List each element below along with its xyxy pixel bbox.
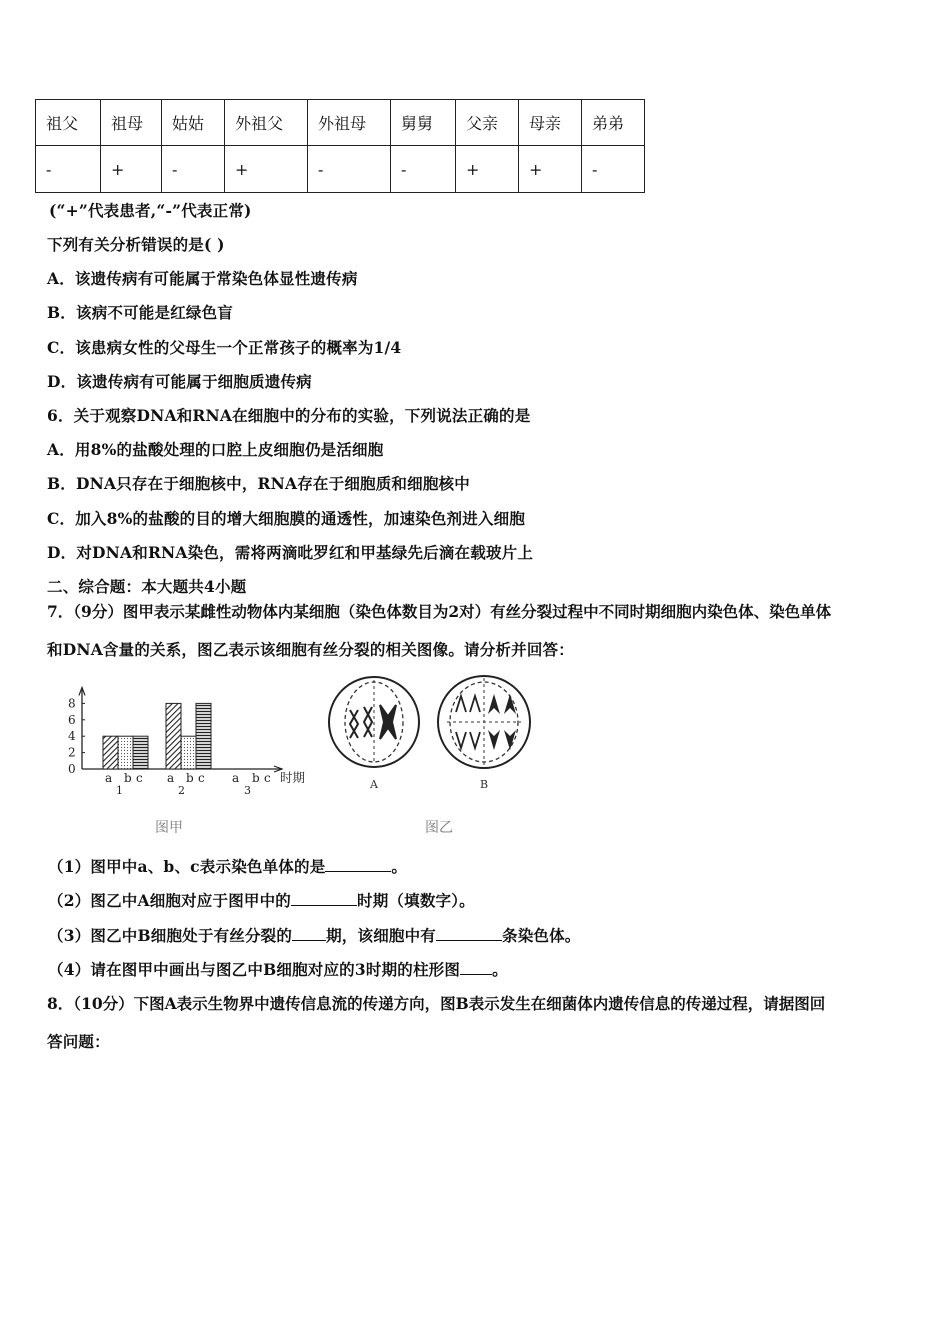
table-cell: + (456, 146, 519, 193)
y-tick-label: 6 (68, 712, 76, 727)
bar-c-2 (196, 703, 211, 769)
cell-b-label: B (480, 778, 489, 791)
cell-b-diagram (438, 676, 530, 768)
x-sub-label: a (232, 771, 240, 785)
table-header-cell: 祖母 (101, 100, 162, 146)
q6-stem: 6．关于观察DNA和RNA在细胞中的分布的实验，下列说法正确的是 (47, 406, 531, 425)
cell-a-label: A (370, 778, 378, 791)
q7-stem-line1: 7．（9分）图甲表示某雌性动物体内某细胞（染色体数目为2对）有丝分裂过程中不同时期细胞内染色体、染色单体 (47, 602, 832, 621)
table-header-cell: 弟弟 (582, 100, 645, 146)
q7-sub1 (48, 855, 407, 877)
bar-a-2 (166, 703, 181, 769)
answer-blank[interactable] (325, 857, 391, 872)
q7-sub2 (48, 889, 475, 911)
q5-option-a: A．该遗传病有可能属于常染色体显性遗传病 (47, 269, 358, 288)
answer-blank[interactable] (292, 926, 326, 941)
figure-yi-caption: 图乙 (425, 820, 453, 836)
table-header-cell: 祖父 (36, 100, 101, 146)
x-sub-label: a (105, 771, 113, 785)
y-tick-label: 8 (68, 696, 76, 711)
q7-stem-line2: 和DNA含量的关系，图乙表示该细胞有丝分裂的相关图像。请分析并回答： (47, 640, 574, 659)
q6-option-d: D．对DNA和RNA染色，需将两滴吡罗红和甲基绿先后滴在载玻片上 (47, 543, 534, 562)
x-sub-label: c (198, 771, 205, 785)
x-sub-label: b (124, 771, 132, 785)
q8-stem-line2: 答问题： (47, 1032, 110, 1051)
bar-b-1 (118, 736, 133, 769)
x-category-label: 2 (178, 784, 185, 797)
bar-c-1 (133, 736, 148, 769)
table-header-cell: 母亲 (519, 100, 582, 146)
x-sub-label: c (136, 771, 143, 785)
table-header-cell: 外祖父 (225, 100, 308, 146)
table-cell: + (225, 146, 308, 193)
table-cell: - (582, 146, 645, 193)
q7-sub2-text: （2）图乙中A细胞对应于图甲中的 (48, 891, 292, 910)
q6-option-c: C．加入8%的盐酸的目的增大细胞膜的通透性，加速染色剂进入细胞 (47, 509, 526, 528)
q5-stem: 下列有关分析错误的是( ) (47, 235, 225, 254)
q7-sub2-end: 时期（填数字）。 (357, 891, 475, 910)
figure-yi-cells (322, 672, 542, 802)
q7-sub4 (48, 958, 508, 980)
table-cell: + (519, 146, 582, 193)
cell-a-diagram (329, 677, 419, 767)
q7-sub4-text: （4）请在图甲中画出与图乙中B细胞对应的3时期的柱形图 (48, 960, 461, 979)
table-header-row (36, 100, 645, 146)
y-tick-label: 0 (68, 762, 76, 776)
bar-a-1 (103, 736, 118, 769)
x-sub-label: b (252, 771, 260, 785)
q6-option-b: B．DNA只存在于细胞核中，RNA存在于细胞质和细胞核中 (47, 474, 470, 493)
q5-option-c: C．该患病女性的父母生一个正常孩子的概率为1/4 (47, 338, 402, 357)
y-tick-label: 4 (68, 729, 76, 744)
bar-b-2 (181, 736, 196, 769)
section-heading: 二、综合题：本大题共4小题 (47, 577, 247, 596)
q5-option-d: D．该遗传病有可能属于细胞质遗传病 (47, 372, 312, 391)
q7-sub4-end: 。 (492, 960, 508, 979)
table-header-cell: 外祖母 (308, 100, 391, 146)
table-note: (“+”代表患者,“-”代表正常) (49, 201, 252, 220)
table-header-cell: 父亲 (456, 100, 519, 146)
chart-bars (103, 703, 211, 769)
q7-sub3-mid: 期，该细胞中有 (326, 926, 436, 945)
q7-sub1-end: 。 (391, 857, 408, 876)
q5-option-b: B．该病不可能是红绿色盲 (47, 303, 234, 322)
table-cell: - (391, 146, 456, 193)
x-category-label: 3 (244, 784, 251, 797)
x-category-label: 1 (116, 784, 123, 797)
x-sub-label: b (186, 771, 194, 785)
q8-stem-line1: 8．（10分）下图A表示生物界中遗传信息流的传递方向，图B表示发生在细菌体内遗传信息的传递过程，请据图回 (47, 994, 826, 1013)
table-cell: - (36, 146, 101, 193)
table-header-cell: 舅舅 (391, 100, 456, 146)
y-tick-label: 2 (68, 745, 76, 760)
pedigree-table (35, 99, 645, 193)
table-cell: - (162, 146, 225, 193)
q7-sub1-text: （1）图甲中a、b、c表示染色单体的是 (48, 857, 326, 876)
figure-jia-caption: 图甲 (155, 820, 183, 836)
q7-sub3 (48, 924, 581, 946)
x-sub-label: a (167, 771, 175, 785)
x-sub-label: c (264, 771, 271, 785)
answer-blank[interactable] (436, 926, 502, 941)
figure-jia-bar-chart (60, 668, 325, 838)
table-cell: + (101, 146, 162, 193)
x-axis-title: 时期 (280, 770, 306, 785)
table-cell: - (308, 146, 391, 193)
table-header-cell: 姑姑 (162, 100, 225, 146)
answer-blank[interactable] (291, 891, 357, 906)
q7-sub3-text: （3）图乙中B细胞处于有丝分裂的 (48, 926, 293, 945)
table-value-row (36, 146, 645, 193)
q6-option-a: A．用8%的盐酸处理的口腔上皮细胞仍是活细胞 (47, 440, 384, 459)
answer-blank[interactable] (460, 960, 492, 975)
q7-sub3-end: 条染色体。 (502, 926, 581, 945)
